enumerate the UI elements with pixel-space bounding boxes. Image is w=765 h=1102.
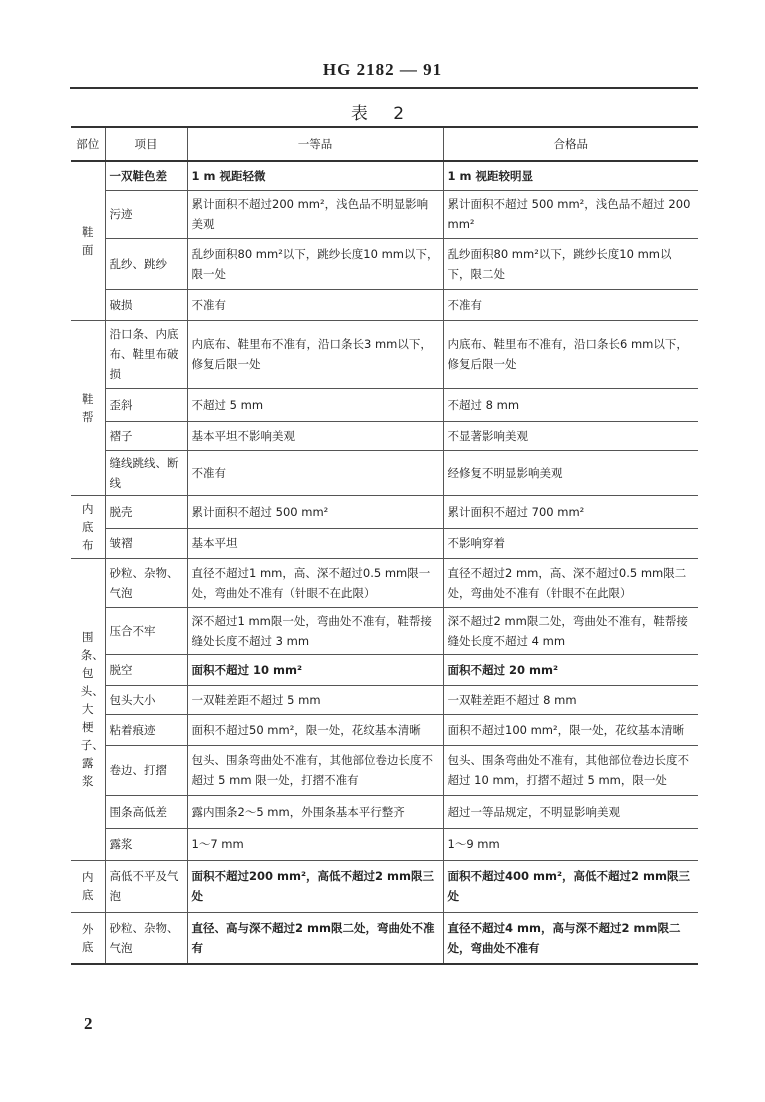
first-grade-cell: 深不超过1 mm限一处，弯曲处不准有，鞋帮接缝处长度不超过 3 mm [187, 607, 443, 654]
first-grade-cell: 不超过 5 mm [187, 388, 443, 421]
page-number: 2 [84, 1014, 93, 1033]
first-grade-cell: 包头、围条弯曲处不准有，其他部位卷边长度不超过 5 mm 限一处，打摺不准有 [187, 745, 443, 795]
table-row [71, 320, 698, 388]
qualified-grade-cell: 面积不超过400 mm²，高低不超过2 mm限三处 [443, 860, 698, 912]
qualified-grade-cell: 包头、围条弯曲处不准有，其他部位卷边长度不超过 10 mm，打摺不超过 5 mm，限一处 [443, 745, 698, 795]
table-row [71, 745, 698, 795]
table-row [71, 190, 698, 238]
table-row [71, 654, 698, 685]
first-grade-cell: 1 m 视距轻微 [187, 161, 443, 190]
header-part: 部位 [71, 127, 105, 161]
item-cell: 砂粒、杂物、气泡 [105, 558, 187, 607]
part-label: 鞋面 [82, 224, 94, 257]
table-row [71, 558, 698, 607]
part-cell [71, 912, 105, 964]
part-label: 内底布 [82, 501, 94, 552]
item-cell: 压合不牢 [105, 607, 187, 654]
table-header-row [71, 127, 698, 161]
first-grade-cell: 直径、高与深不超过2 mm限二处，弯曲处不准有 [187, 912, 443, 964]
table-row [71, 795, 698, 828]
first-grade-cell: 直径不超过1 mm，高、深不超过0.5 mm限一处，弯曲处不准有（针眼不在此限） [187, 558, 443, 607]
part-cell [71, 161, 105, 320]
part-label: 围条、包头、大梗子、露浆 [80, 630, 104, 788]
qualified-grade-cell: 乱纱面积80 mm²以下，跳纱长度10 mm以下，限二处 [443, 238, 698, 289]
item-cell: 高低不平及气泡 [105, 860, 187, 912]
item-cell: 露浆 [105, 828, 187, 860]
item-cell: 褶子 [105, 421, 187, 450]
table-row [71, 860, 698, 912]
first-grade-cell: 基本平坦不影响美观 [187, 421, 443, 450]
table-row [71, 685, 698, 714]
table-row [71, 289, 698, 320]
item-cell: 一双鞋色差 [105, 161, 187, 190]
item-cell: 卷边、打摺 [105, 745, 187, 795]
item-cell: 沿口条、内底布、鞋里布破损 [105, 320, 187, 388]
part-label: 外底 [82, 921, 94, 954]
qualified-grade-cell: 内底布、鞋里布不准有，沿口条长6 mm以下，修复后限一处 [443, 320, 698, 388]
qualified-grade-cell: 不显著影响美观 [443, 421, 698, 450]
item-cell: 砂粒、杂物、气泡 [105, 912, 187, 964]
table-row [71, 495, 698, 528]
table-row [71, 161, 698, 190]
first-grade-cell: 基本平坦 [187, 528, 443, 558]
first-grade-cell: 不准有 [187, 289, 443, 320]
part-cell [71, 320, 105, 495]
qualified-grade-cell: 不影响穿着 [443, 528, 698, 558]
first-grade-cell: 内底布、鞋里布不准有，沿口条长3 mm以下，修复后限一处 [187, 320, 443, 388]
qualified-grade-cell: 1 m 视距较明显 [443, 161, 698, 190]
first-grade-cell: 累计面积不超过200 mm²，浅色品不明显影响美观 [187, 190, 443, 238]
qualified-grade-cell: 经修复不明显影响美观 [443, 450, 698, 495]
part-label: 内底 [82, 870, 94, 902]
first-grade-cell: 不准有 [187, 450, 443, 495]
header-first-grade: 一等品 [187, 127, 443, 161]
quality-spec-table [71, 126, 698, 965]
qualified-grade-cell: 不准有 [443, 289, 698, 320]
table-row [71, 388, 698, 421]
table-row [71, 714, 698, 745]
first-grade-cell: 面积不超过50 mm²，限一处，花纹基本清晰 [187, 714, 443, 745]
qualified-grade-cell: 直径不超过4 mm，高与深不超过2 mm限二处，弯曲处不准有 [443, 912, 698, 964]
qualified-grade-cell: 超过一等品规定，不明显影响美观 [443, 795, 698, 828]
qualified-grade-cell: 深不超过2 mm限二处，弯曲处不准有，鞋帮接缝处长度不超过 4 mm [443, 607, 698, 654]
table-title: 表 2 [350, 104, 415, 124]
header-rule [70, 87, 698, 89]
item-cell: 包头大小 [105, 685, 187, 714]
qualified-grade-cell: 不超过 8 mm [443, 388, 698, 421]
qualified-grade-cell: 面积不超过 20 mm² [443, 654, 698, 685]
first-grade-cell: 乱纱面积80 mm²以下，跳纱长度10 mm以下，限一处 [187, 238, 443, 289]
item-cell: 污迹 [105, 190, 187, 238]
first-grade-cell: 露内围条2～5 mm，外围条基本平行整齐 [187, 795, 443, 828]
qualified-grade-cell: 一双鞋差距不超过 8 mm [443, 685, 698, 714]
item-cell: 粘着痕迹 [105, 714, 187, 745]
item-cell: 皱褶 [105, 528, 187, 558]
first-grade-cell: 面积不超过 10 mm² [187, 654, 443, 685]
part-label: 鞋帮 [82, 391, 94, 424]
first-grade-cell: 1～7 mm [187, 828, 443, 860]
item-cell: 缝线跳线、断线 [105, 450, 187, 495]
header-item: 项目 [105, 127, 187, 161]
item-cell: 歪斜 [105, 388, 187, 421]
header-qualified-grade: 合格品 [443, 127, 698, 161]
table-row [71, 238, 698, 289]
table-row [71, 528, 698, 558]
item-cell: 乱纱、跳纱 [105, 238, 187, 289]
qualified-grade-cell: 累计面积不超过 700 mm² [443, 495, 698, 528]
qualified-grade-cell: 直径不超过2 mm，高、深不超过0.5 mm限二处，弯曲处不准有（针眼不在此限） [443, 558, 698, 607]
standard-code: HG 2182 — 91 [322, 60, 443, 79]
first-grade-cell: 面积不超过200 mm²，高低不超过2 mm限三处 [187, 860, 443, 912]
table-row [71, 607, 698, 654]
qualified-grade-cell: 1～9 mm [443, 828, 698, 860]
part-cell [71, 558, 105, 860]
table-row [71, 912, 698, 964]
item-cell: 围条高低差 [105, 795, 187, 828]
item-cell: 脱壳 [105, 495, 187, 528]
first-grade-cell: 累计面积不超过 500 mm² [187, 495, 443, 528]
item-cell: 脱空 [105, 654, 187, 685]
part-cell [71, 860, 105, 912]
table-row [71, 421, 698, 450]
qualified-grade-cell: 面积不超过100 mm²，限一处，花纹基本清晰 [443, 714, 698, 745]
qualified-grade-cell: 累计面积不超过 500 mm²，浅色品不超过 200 mm² [443, 190, 698, 238]
part-cell [71, 495, 105, 558]
table-row [71, 450, 698, 495]
first-grade-cell: 一双鞋差距不超过 5 mm [187, 685, 443, 714]
table-row [71, 828, 698, 860]
item-cell: 破损 [105, 289, 187, 320]
